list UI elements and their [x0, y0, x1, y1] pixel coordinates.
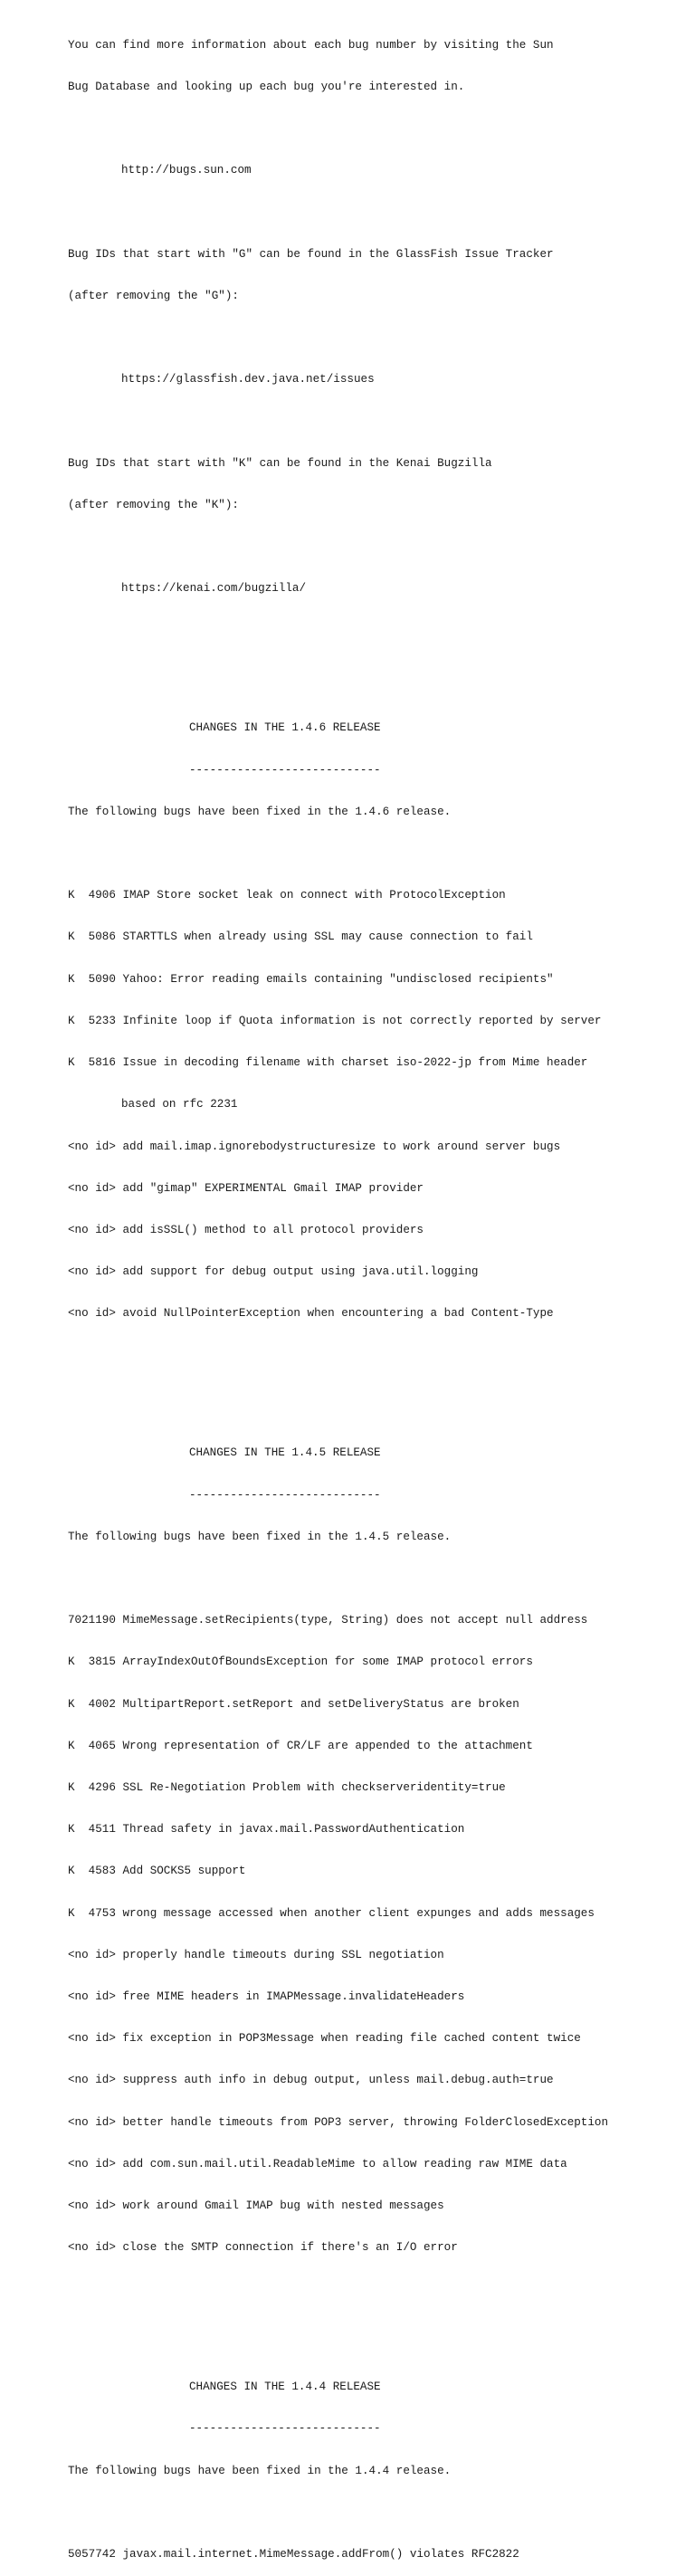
- blank-line: [68, 1350, 608, 1363]
- blank-line: [68, 2283, 608, 2296]
- blank-line: [68, 331, 608, 345]
- bug-entry: K 4296 SSL Re-Negotiation Problem with checkserveridentity=true: [68, 1780, 506, 1794]
- bug-entry: K 5090 Yahoo: Error reading emails containing "undisclosed recipients": [68, 972, 554, 986]
- section-rule: ----------------------------: [189, 1488, 381, 1502]
- section-summary: The following bugs have been fixed in the 1.4.4 release.: [68, 2464, 452, 2477]
- blank-line: [68, 415, 608, 429]
- bug-entry: <no id> avoid NullPointerException when encountering a bad Content-Type: [68, 1307, 554, 1321]
- bug-entry: 7021190 MimeMessage.setRecipients(type, String) does not accept null address: [68, 1614, 588, 1627]
- intro-text-line: Bug Database and looking up each bug you're interested in.: [68, 81, 465, 94]
- bug-entry: K 4065 Wrong representation of CR/LF are appended to the attachment: [68, 1739, 533, 1752]
- section-summary: The following bugs have been fixed in the 1.4.5 release.: [68, 1530, 452, 1543]
- section-summary: The following bugs have been fixed in the 1.4.6 release.: [68, 805, 452, 818]
- blank-line: [68, 1572, 608, 1586]
- bug-entry: K 5816 Issue in decoding filename with charset iso-2022-jp from Mime header: [68, 1056, 588, 1070]
- bug-entry: K 4753 wrong message accessed when another client expunges and adds messages: [68, 1906, 595, 1920]
- section-rule: ----------------------------: [189, 763, 381, 777]
- bug-entry: <no id> add support for debug output using java.util.logging: [68, 1265, 479, 1279]
- section-title-1-4-6: CHANGES IN THE 1.4.6 RELEASE: [189, 721, 381, 735]
- bug-entry: <no id> work around Gmail IMAP bug with nested messages: [68, 2199, 444, 2212]
- bug-entry: <no id> suppress auth info in debug output, unless mail.debug.auth=true: [68, 2074, 554, 2087]
- glassfish-note-line: Bug IDs that start with "G" can be found in the GlassFish Issue Tracker: [68, 247, 554, 261]
- blank-line: [68, 122, 608, 136]
- blank-line: [68, 206, 608, 220]
- section-rule: ----------------------------: [189, 2422, 381, 2436]
- bug-entry: K 4002 MultipartReport.setReport and setDeliveryStatus are broken: [68, 1697, 519, 1711]
- kenai-note-line: (after removing the "K"):: [68, 499, 239, 512]
- release-notes-document: [68, 11, 608, 2576]
- kenai-bugzilla-url: https://kenai.com/bugzilla/: [121, 582, 307, 596]
- sun-bug-database-url: http://bugs.sun.com: [121, 164, 252, 177]
- blank-line: [68, 666, 608, 680]
- bug-entry: <no id> fix exception in POP3Message when reading file cached content twice: [68, 2032, 581, 2046]
- bug-entry: K 5086 STARTTLS when already using SSL may cause connection to fail: [68, 930, 533, 944]
- bug-entry: K 3815 ArrayIndexOutOfBoundsException for some IMAP protocol errors: [68, 1655, 533, 1669]
- blank-line: [68, 2325, 608, 2339]
- kenai-note-line: Bug IDs that start with "K" can be found in the Kenai Bugzilla: [68, 456, 492, 470]
- bug-entry-continuation: based on rfc 2231: [121, 1098, 238, 1111]
- blank-line: [68, 540, 608, 554]
- blank-line: [68, 1391, 608, 1405]
- blank-line: [68, 2506, 608, 2520]
- bug-entry: K 4906 IMAP Store socket leak on connect with ProtocolException: [68, 889, 506, 902]
- blank-line: [68, 625, 608, 638]
- bug-entry: <no id> add "gimap" EXPERIMENTAL Gmail IMAP provider: [68, 1181, 424, 1195]
- glassfish-note-line: (after removing the "G"):: [68, 290, 239, 303]
- bug-entry: <no id> better handle timeouts from POP3 server, throwing FolderClosedException: [68, 2115, 609, 2129]
- bug-entry: <no id> add mail.imap.ignorebodystructuresize to work around server bugs: [68, 1140, 561, 1153]
- bug-entry: <no id> properly handle timeouts during SSL negotiation: [68, 1948, 444, 1961]
- bug-entry: <no id> add com.sun.mail.util.ReadableMime to allow reading raw MIME data: [68, 2157, 567, 2171]
- bug-entry: <no id> add isSSL() method to all protocol providers: [68, 1223, 424, 1236]
- section-title-1-4-5: CHANGES IN THE 1.4.5 RELEASE: [189, 1446, 381, 1460]
- intro-text-line: You can find more information about each bug number by visiting the Sun: [68, 38, 554, 52]
- glassfish-issues-url: https://glassfish.dev.java.net/issues: [121, 373, 375, 386]
- bug-entry: 5057742 javax.mail.internet.MimeMessage.addFrom() violates RFC2822: [68, 2548, 519, 2562]
- bug-entry: K 5233 Infinite loop if Quota information is not correctly reported by server: [68, 1014, 602, 1027]
- bug-entry: K 4511 Thread safety in javax.mail.PasswordAuthentication: [68, 1823, 465, 1837]
- section-title-1-4-4: CHANGES IN THE 1.4.4 RELEASE: [189, 2380, 381, 2394]
- blank-line: [68, 847, 608, 861]
- bug-entry: <no id> free MIME headers in IMAPMessage.invalidateHeaders: [68, 1989, 465, 2003]
- bug-entry: K 4583 Add SOCKS5 support: [68, 1865, 246, 1878]
- bug-entry: <no id> close the SMTP connection if there's an I/O error: [68, 2241, 458, 2255]
